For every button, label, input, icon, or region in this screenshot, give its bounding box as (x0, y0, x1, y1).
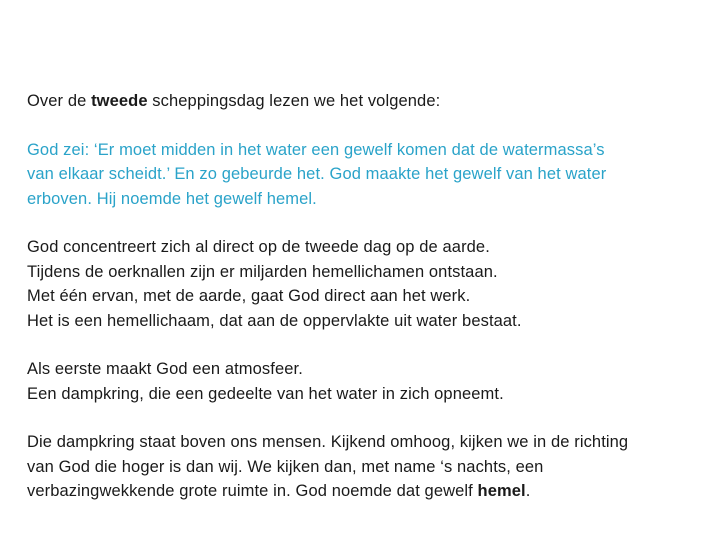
intro-text-before: Over de (27, 92, 92, 110)
paragraph-heaven-line-2: van God die hoger is dan wij. We kijken dan, met name ‘s nachts, een (27, 457, 544, 476)
quote-line-3: erboven. Hij noemde het gewelf hemel. (27, 189, 317, 208)
quote-line-2: van elkaar scheidt.’ En zo gebeurde het. God maakte het gewelf van het water (27, 165, 607, 183)
paragraph-atmosphere-line-2: Een dampkring, die een gedeelte van het water in zich opneemt. (27, 384, 504, 403)
spacer (27, 211, 697, 235)
slide-content (27, 89, 697, 504)
spacer (27, 114, 697, 138)
heaven-text-before: verbazingwekkende grote ruimte in. God noemde dat gewelf (27, 482, 478, 500)
paragraph-heaven-line-1: Die dampkring staat boven ons mensen. Kijkend omhoog, kijken we in de richting (27, 433, 629, 451)
quote-line-1: God zei: ‘Er moet midden in het water een gewelf komen dat de watermassa’s (27, 140, 605, 159)
paragraph-heaven (27, 430, 697, 504)
paragraph-atmosphere (27, 357, 697, 406)
intro-paragraph (27, 89, 697, 114)
intro-text-after: scheppingsdag lezen we het volgende: (147, 92, 441, 110)
bible-quote (27, 138, 697, 212)
heaven-bold-word: hemel (477, 482, 526, 500)
paragraph-earth-line-1: God concentreert zich al direct op de tweede dag op de aarde. (27, 238, 490, 256)
paragraph-earth (27, 235, 697, 333)
paragraph-heaven-line-3 (27, 479, 697, 504)
intro-bold-word: tweede (91, 92, 148, 110)
spacer (27, 333, 697, 357)
paragraph-earth-line-2: Tijdens de oerknallen zijn er miljarden hemellichamen ontstaan. (27, 262, 498, 281)
paragraph-earth-line-3: Met één ervan, met de aarde, gaat God direct aan het werk. (27, 287, 471, 305)
heaven-text-after: . (525, 482, 531, 500)
spacer (27, 406, 697, 430)
paragraph-atmosphere-line-1: Als eerste maakt God een atmosfeer. (27, 360, 303, 378)
paragraph-earth-line-4: Het is een hemellichaam, dat aan de oppervlakte uit water bestaat. (27, 311, 522, 330)
intro-line (27, 89, 697, 114)
